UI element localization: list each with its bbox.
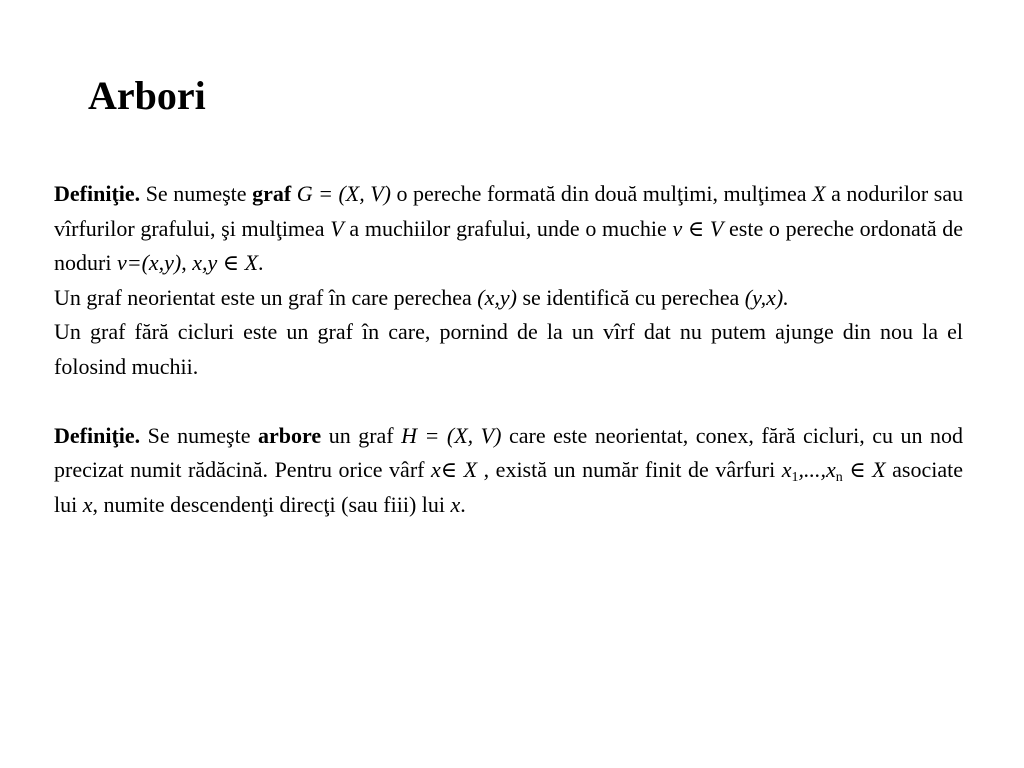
symbol-x-vertex: x bbox=[82, 491, 93, 517]
term-arbore: arbore bbox=[258, 422, 322, 448]
spacer bbox=[54, 384, 963, 419]
text: se identifică cu perechea bbox=[522, 284, 740, 310]
symbol-x-vertex: x bbox=[450, 491, 461, 517]
symbol-x-vertex: x bbox=[431, 457, 441, 482]
punctuation: . bbox=[258, 250, 264, 275]
symbol-x-vertex: x bbox=[826, 457, 836, 482]
edge-pair: v=(x,y) bbox=[116, 250, 182, 275]
definition-label: Definiţie. bbox=[54, 181, 141, 206]
symbol-v: V bbox=[330, 215, 344, 241]
slide-title: Arbori bbox=[88, 73, 206, 118]
text: a nodurilor sau vîrfurilor grafului, şi mulţimea bbox=[54, 181, 964, 241]
text: Un graf neorientat este un graf în care perechea bbox=[54, 284, 472, 310]
text: asociate lui bbox=[54, 457, 964, 517]
text: un graf bbox=[328, 422, 394, 448]
text: a muchiilor grafului, unde o muchie bbox=[349, 215, 667, 241]
pair-yx: (y,x). bbox=[744, 284, 789, 310]
text: Se numeşte bbox=[147, 422, 251, 448]
symbol-edge: v bbox=[672, 215, 683, 241]
punctuation: , bbox=[181, 250, 187, 275]
paragraph-acyclic-graph: Un graf fără cicluri este un graf în care, pornind de la un vîrf dat nu putem ajunge din nou la el folosind muchii. bbox=[54, 319, 963, 379]
slide-body bbox=[54, 177, 963, 522]
definition-tree bbox=[54, 419, 963, 523]
symbol-x-set: X bbox=[463, 457, 478, 482]
text: , există un număr finit de vârfuri bbox=[483, 457, 776, 482]
element-of-symbol: ∈ bbox=[687, 215, 705, 241]
element-of-symbol: ∈ bbox=[440, 457, 458, 482]
formula-h: H = (X, V) bbox=[401, 422, 502, 448]
symbol-x: X bbox=[812, 181, 826, 206]
term-graf: graf bbox=[252, 181, 292, 206]
definition-label: Definiţie. bbox=[54, 422, 141, 448]
ellipsis: ,..., bbox=[798, 457, 827, 482]
punctuation: . bbox=[460, 491, 466, 517]
paragraph-undirected-graph bbox=[54, 281, 963, 316]
symbol-v: V bbox=[709, 215, 724, 241]
text: care este neorientat, conex, fără cicluri, cu un nod precizat numit rădăcină. Pentru orice vârf bbox=[54, 422, 964, 482]
text: Se numeşte bbox=[145, 181, 247, 206]
symbol-x: X bbox=[244, 250, 259, 275]
text: , numite descendenţi direcţi (sau fiii) lui bbox=[92, 491, 446, 517]
pair-xy: (x,y) bbox=[477, 284, 517, 310]
text: este o pereche ordonată de noduri bbox=[54, 215, 964, 275]
formula-g: G = (X, V) bbox=[296, 181, 391, 206]
symbol-x-set: X bbox=[872, 457, 886, 482]
symbol-xy: x,y bbox=[192, 250, 218, 275]
text: o pereche formată din două mulţimi, mulţimea bbox=[396, 181, 807, 206]
element-of-symbol: ∈ bbox=[222, 250, 240, 275]
subscript-1: 1 bbox=[791, 470, 799, 485]
subscript-n: n bbox=[835, 470, 843, 485]
element-of-symbol: ∈ bbox=[849, 457, 866, 482]
symbol-x-vertex: x bbox=[781, 457, 792, 482]
definition-graph bbox=[54, 177, 963, 281]
